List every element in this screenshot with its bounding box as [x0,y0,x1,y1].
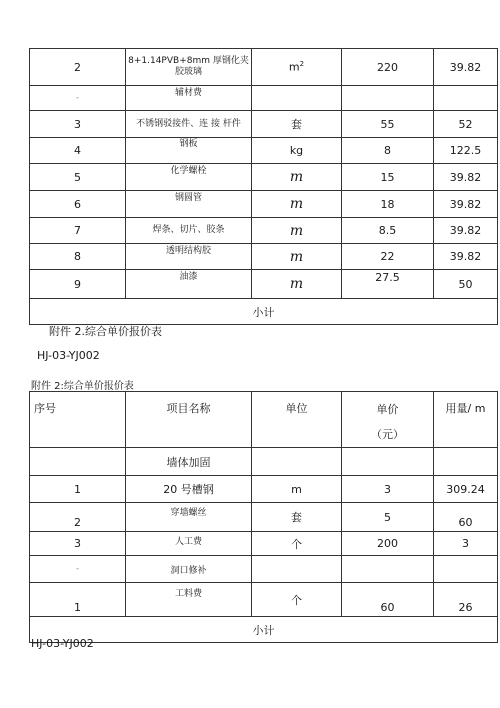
unit-cell: m [252,164,342,191]
unit-price: 27.5 [342,270,434,299]
item-name: 钢板 [126,138,252,164]
item-name: 20 号槽钢 [126,476,252,503]
unit-price-quote-table [29,391,498,643]
item-name: 焊条、切片、胶条 [126,218,252,244]
quantity: 309.24 [434,476,498,503]
unit-price: 5 [342,503,434,532]
quantity [434,556,498,583]
item-name: 不锈钢驳接件、连 接 杆件 [126,111,252,138]
item-name: 8+1.14PVB+8mm 厚钢化夹胶玻璃 [126,49,252,86]
table-row [30,270,498,299]
item-name: 油漆 [126,270,252,299]
table-row [30,164,498,191]
empty-cell [434,448,498,476]
row-number: 7 [30,218,126,244]
col-header-no: 序号 [30,392,126,448]
item-name: 辅材费 [126,86,252,111]
row-number: 2 [30,503,126,532]
unit-cell: 套 [252,503,342,532]
unit-cell: 套 [252,111,342,138]
unit-cell [252,49,342,86]
row-number: 6 [30,191,126,218]
quantity: 3 [434,532,498,556]
unit-price [342,556,434,583]
unit-price: 55 [342,111,434,138]
unit-price: 22 [342,244,434,270]
row-number: 3 [30,532,126,556]
row-number: 1 [30,476,126,503]
item-name: 工料费 [126,583,252,617]
subtotal-row [30,299,498,325]
row-number: 8 [30,244,126,270]
unit-cell: m [252,191,342,218]
row-number: 9 [30,270,126,299]
unit-cell: m [252,270,342,299]
quantity: 39.82 [434,164,498,191]
item-name: 钢圆管 [126,191,252,218]
unit-cell: m [252,244,342,270]
subtotal-label: 小计 [30,617,498,643]
unit-price: 8 [342,138,434,164]
unit-price: 60 [342,583,434,617]
row-number: 5 [30,164,126,191]
col-header-price-unit: （元） [371,428,404,441]
unit-cell [252,86,342,111]
unit-cell: m [252,218,342,244]
document-code: HJ-03-YJ002 [37,349,100,362]
quantity: 39.82 [434,244,498,270]
section-title: 墙体加固 [126,448,252,476]
empty-cell [252,448,342,476]
unit-price: 15 [342,164,434,191]
unit-price: 8.5 [342,218,434,244]
empty-cell [30,448,126,476]
table-row [30,86,498,111]
unit-cell: 个 [252,532,342,556]
table-row [30,218,498,244]
document-code-2: HJ-03-YJ002 [31,637,94,650]
quantity: 60 [434,503,498,532]
row-number: 4 [30,138,126,164]
table-row [30,191,498,218]
col-header-name: 项目名称 [126,392,252,448]
quantity: 39.82 [434,191,498,218]
unit-superscript: 2 [299,60,305,69]
quantity: 50 [434,270,498,299]
row-number: - [30,86,126,111]
item-name: 化学螺栓 [126,164,252,191]
col-header-unit: 单位 [252,392,342,448]
quantity: 39.82 [434,218,498,244]
unit-cell: 个 [252,583,342,617]
col-header-price-label: 单价 [376,403,399,416]
unit-price [342,86,434,111]
section-row [30,448,498,476]
unit-cell [252,556,342,583]
quantity: 26 [434,583,498,617]
unit-cell: m [252,476,342,503]
table-row [30,503,498,532]
col-header-price [342,392,434,448]
item-name: 洞口修补 [126,556,252,583]
table-row [30,532,498,556]
row-number: 2 [30,49,126,86]
table-row [30,138,498,164]
unit-price: 200 [342,532,434,556]
unit-cell: kg [252,138,342,164]
table-row [30,111,498,138]
empty-cell [342,448,434,476]
material-price-table [29,48,498,325]
quantity: 39.82 [434,49,498,86]
table-row [30,476,498,503]
subtotal-row [30,617,498,643]
unit-price: 220 [342,49,434,86]
table-row [30,556,498,583]
item-name: 透明结构胶 [126,244,252,270]
table-row [30,49,498,86]
quantity [434,86,498,111]
quantity: 122.5 [434,138,498,164]
header-row [30,392,498,448]
col-header-amount: 用量/ m [434,392,498,448]
unit-text: m [288,60,300,74]
item-name: 人工费 [126,532,252,556]
attachment-caption-2: 附件 2:综合单价报价表 [31,381,134,392]
quantity: 52 [434,111,498,138]
row-number: 3 [30,111,126,138]
item-name: 穿墙螺丝 [126,503,252,532]
subtotal-label: 小计 [30,299,498,325]
table-row [30,244,498,270]
unit-price: 18 [342,191,434,218]
table-row [30,583,498,617]
unit-price: 3 [342,476,434,503]
row-number: 1 [30,583,126,617]
row-number: - [30,556,126,583]
attachment-caption: 附件 2.综合单价报价表 [49,325,162,338]
